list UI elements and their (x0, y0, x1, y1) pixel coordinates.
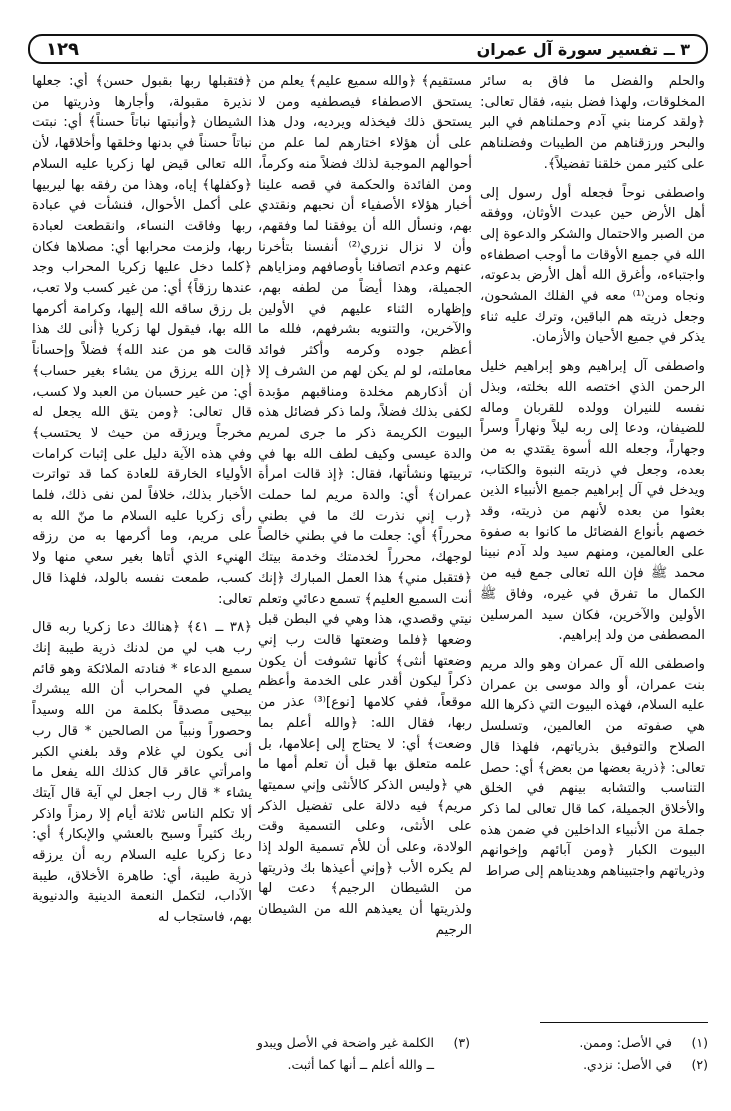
footnote (200, 1032, 470, 1054)
footnote-number: (١) (691, 1035, 708, 1050)
running-title: ٣ ــ تفسير سورة آل عمران (476, 39, 690, 59)
footnote (470, 1032, 708, 1054)
text-column-middle (258, 72, 472, 992)
footnotes-left (200, 1032, 470, 1076)
footnote-text: في الأصل: نزدي. (583, 1057, 672, 1072)
paragraph: مستقيم﴾ ﴿والله سميع عليم﴾ يعلم من يستحق الاصطفاء فيصطفيه ومن لا يستحق ذلك فيخذله ويرديه، ودل هذا على أن هؤلاء اختارهم لما علم من أحوالهم الموجبة لذلك فضلاً منه وكرماً، ومن الفائدة والحكمة في قصه علينا أخبار هؤلاء الأصفياء أن نحبهم ونقتدي بهم، ونسأل الله أن يوفقنا لما وفقهم، وأن لا نزال نزري⁽²⁾ أنفسنا بتأخرنا عنهم وعدم اتصافنا بأوصافهم ومزاياهم الجميلة، وهذا أيضاً من لطفه بهم، وإظهاره الثناء عليهم في الأولين والآخرين، والتنويه بشرفهم، فلله ما أعظم جوده وكرمه وأكثر فوائد معاملته، لو لم يكن لهم من الشرف إلا أن أذكارهم مخلدة ومناقبهم مؤبدة لكفى بذلك فضلاً، ولما ذكر فضائل هذه البيوت الكريمة ذكر ما جرى لمريم والدة عيسى وكيف لطف الله بها في تربيتها ونشأتها، فقال: ﴿إذ قالت امرأة عمران﴾ أي: والدة مريم لما حملت ﴿رب إني نذرت لك ما في بطني محرراً﴾ أي: جعلت ما في بطني خالصاً لوجهك، محرراً لخدمتك وخدمة بيتك ﴿فتقبل مني﴾ هذا العمل المبارك ﴿إنك أنت السميع العليم﴾ تسمع دعائي وتعلم نيتي وقصدي، هذا وهي في البطن قبل وضعها ﴿فلما وضعتها قالت رب إني وضعتها أنثى﴾ كأنها تشوفت أن يكون ذكراً ليكون أقدر على الخدمة وأعظم موقعاً، ففي كلامها [نوع]⁽³⁾ عذر من ربها، فقال الله: ﴿والله أعلم بما وضعت﴾ أي: لا يحتاج إلى إعلامها، بل علمه متعلق بها قبل أن تعلم أمها ما هي ﴿وليس الذكر كالأنثى وإني سميتها مريم﴾ فيه دلالة على تفضيل الذكر على الأنثى، وعلى التسمية وقت الولادة، وعلى أن للأم تسمية الولد إذا لم يكره الأب ﴿وإني أعيذها بك وذريتها من الشيطان الرجيم﴾ دعت لها ولذريتها أن يعيذهم الله من الشيطان الرجيم (258, 74, 472, 938)
footnote-text: الكلمة غير واضحة في الأصل ويبدو (256, 1035, 434, 1050)
footnotes-right (470, 1032, 708, 1076)
text-column-right (480, 72, 705, 992)
footnote (470, 1054, 708, 1076)
paragraph: ﴿٣٨ ــ ٤١﴾ ﴿هنالك دعا زكريا ربه قال رب هب لي من لدنك ذرية طيبة إنك سميع الدعاء * فنادته الملائكة وهو قائم يصلي في المحراب أن الله يبشرك بيحيى مصدقاً بكلمة من الله وسيداً وحصوراً ونبياً من الصالحين * قال رب أنى يكون لي غلام وقد بلغني الكبر وامرأتي عاقر قال كذلك الله يفعل ما يشاء * قال رب اجعل لي آية قال آيتك ألا تكلم الناس ثلاثة أيام إلا رمزاً واذكر ربك كثيراً وسبح بالعشي والإبكار﴾ أي: دعا زكريا عليه السلام ربه أن يرزقه ذرية طيبة، أي: طاهرة الأخلاق، طيبة الآداب، لتكمل النعمة الدينية والدنيوية بهم، فاستجاب له (32, 620, 252, 926)
running-header (28, 34, 708, 64)
footnote-separator (540, 1022, 708, 1023)
paragraph: واصطفى آل إبراهيم وهو إبراهيم خليل الرحمن الذي اختصه الله بخلته، وبذل نفسه للنيران وولده للقربان وماله للضيفان، ودعا إلى ربه ليلاً ونهاراً وسراً وجهاراً، وجعله الله أسوة يقتدي به من بعده، وجعل في ذريته النبوة والكتاب، ويدخل في آل إبراهيم جميع الأنبياء الذين بعثوا من بعده لأنهم من ذريته، وقد خصهم بأنواع الفضائل ما كانوا به صفوة على العالمين، ومنهم سيد ولد آدم نبينا محمد ﷺ فإن الله تعالى جمع فيه من الكمال ما تفرق في غيره، وفاق ﷺ الأولين والآخرين، فكان سيد المرسلين المصطفى من ولد إبراهيم. (480, 359, 705, 644)
paragraph: واصطفى نوحاً فجعله أول رسول إلى أهل الأرض حين عبدت الأوثان، ووفقه من الصبر والاحتمال والشكر والدعوة إلى الله في جميع الأوقات ما أوجب اصطفاءه واجتباءه، وأغرق الله أهل الأرض بدعوته، ونجاه ومن⁽¹⁾ معه في الفلك المشحون، وجعل ذريته هم الباقين، وترك عليه ثناء يذكر في جميع الأحيان والأزمان. (480, 185, 705, 346)
paragraph: ﴿فتقبلها ربها بقبول حسن﴾ أي: جعلها نذيرة مقبولة، وأجارها وذريتها من الشيطان ﴿وأنبتها نباتاً حسناً﴾ أي: نبتت نباتاً حسناً في بدنها وخلقها وأخلاقها، لأن الله تعالى قيض لها زكريا عليه السلام ﴿وكفلها﴾ إياه، وهذا من رفقه بها ليربيها على أكمل الأحوال، فنشأت في عبادة ربها وفاقت النساء، وانقطعت لعبادة ربها، ولزمت محرابها أي: مصلاها فكان ﴿كلما دخل عليها زكريا المحراب وجد عندها رزقاً﴾ أي: من غير كسب ولا تعب، بل رزق ساقه الله إليها، وكرامة أكرمها الله بها، فيقول لها زكريا ﴿أنى لك هذا قالت هو من عند الله﴾ فضلاً وإحساناً ﴿إن الله يرزق من يشاء بغير حساب﴾ أي: من غير حسبان من العبد ولا كسب، قال تعالى: ﴿ومن يتق الله يجعل له مخرجاً ويرزقه من حيث لا يحتسب﴾ وفي هذه الآية دليل على إثبات كرامات الأولياء الخارقة للعادة كما قد تواترت الأخبار بذلك، خلافاً لمن نفى ذلك، فلما رأى زكريا عليه السلام ما منّ الله به على مريم، وما أكرمها به من رزقه الهنيء الذي أتاها بغير سعي منها ولا كسب، طمعت نفسه بالولد، فلهذا قال تعالى: (32, 74, 252, 607)
text-column-left (32, 72, 252, 992)
footnote-text: ــ والله أعلم ــ أنها كما أثبت. (287, 1057, 434, 1072)
footnote-number (444, 1054, 470, 1076)
paragraph: والحلم والفضل ما فاق به سائر المخلوقات، ولهذا فضل بنيه، فقال تعالى: ﴿ولقد كرمنا بني آدم وحملناهم في البر والبحر ورزقناهم من الطيبات وفضلناهم على كثير ممن خلقنا تفضيلاً﴾. (480, 74, 705, 172)
footnote-number: (٣) (453, 1035, 470, 1050)
paragraph: واصطفى الله آل عمران وهو والد مريم بنت عمران، أو والد موسى بن عمران عليه السلام، فهذه البيوت التي ذكرها الله هي صفوته من العالمين، وتسلسل الصلاح والتوفيق بذرياتهم، فلهذا قال تعالى: ﴿ذرية بعضها من بعض﴾ أي: حصل التناسب والتشابه بينهم في الخلق والأخلاق الجميلة، كما قال تعالى لما ذكر جملة من الأنبياء الداخلين في ضمن هذه البيوت الكبار ﴿ومن آبائهم وإخوانهم وذرياتهم واجتبيناهم وهديناهم إلى صراط (480, 656, 705, 880)
page-number: ١٢٩ (46, 38, 79, 60)
footnote-number: (٢) (691, 1057, 708, 1072)
footnote-text: في الأصل: وممن. (579, 1035, 672, 1050)
footnote (200, 1054, 470, 1076)
